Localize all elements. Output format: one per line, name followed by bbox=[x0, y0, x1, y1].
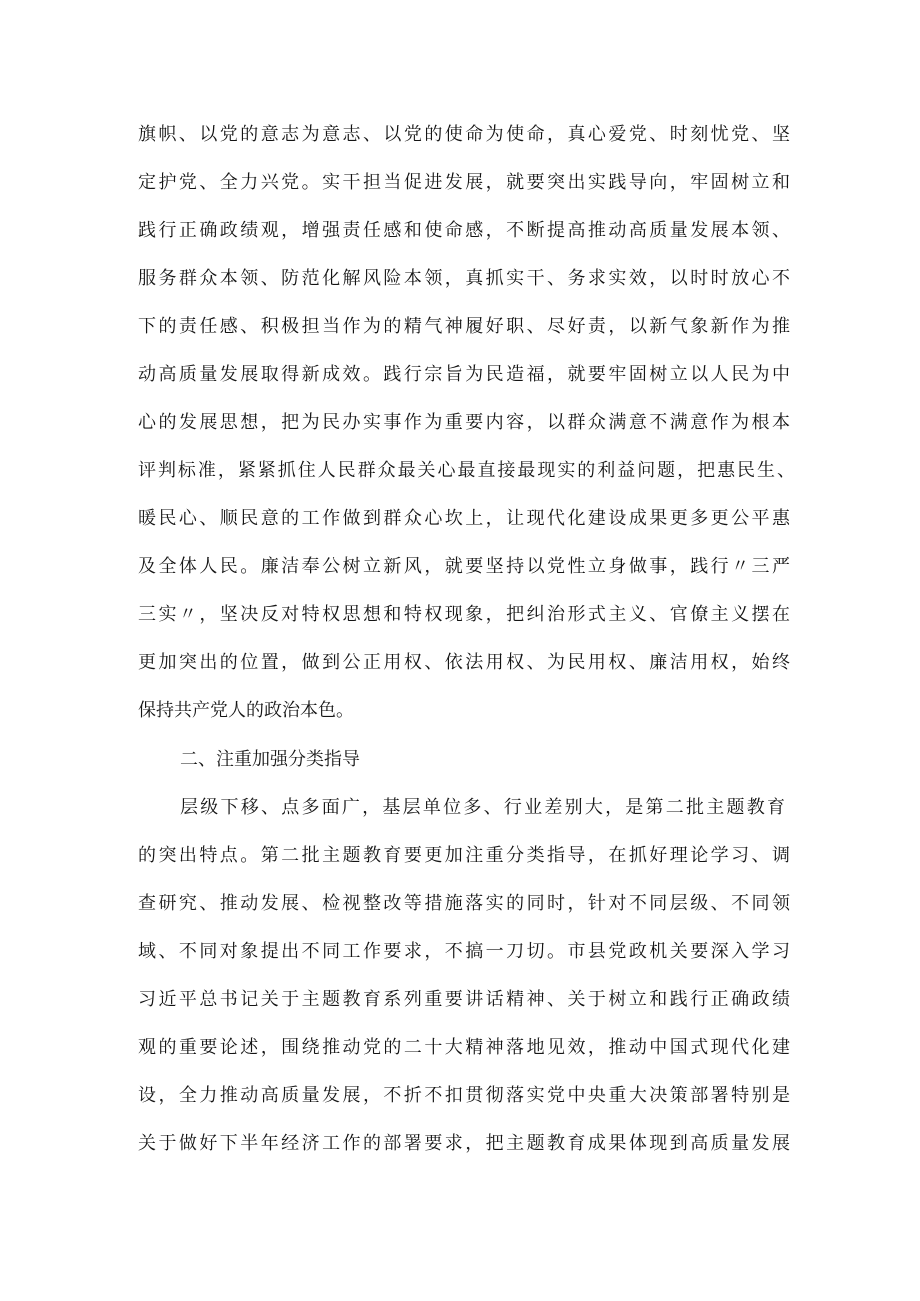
text-line: 的突出特点。第二批主题教育要更加注重分类指导，在抓好理论学习、调 bbox=[138, 845, 790, 866]
text-line: 域、不同对象提出不同工作要求，不搞一刀切。市县党政机关要深入学习 bbox=[138, 941, 790, 962]
text-line: 设，全力推动高质量发展，不折不扣贯彻落实党中央重大决策部署特别是 bbox=[138, 1085, 790, 1106]
text-line: 定护党、全力兴党。实干担当促进发展，就要突出实践导向，牢固树立和 bbox=[138, 172, 790, 193]
text-line: 评判标准，紧紧抓住人民群众最关心最直接最现实的利益问题，把惠民生、 bbox=[138, 460, 795, 481]
text-line: 动高质量发展取得新成效。践行宗旨为民造福，就要牢固树立以人民为中 bbox=[138, 364, 790, 385]
text-line: 观的重要论述，围绕推动党的二十大精神落地见效，推动中国式现代化建 bbox=[138, 1037, 790, 1058]
text-line: 践行正确政绩观，增强责任感和使命感，不断提高推动高质量发展本领、 bbox=[138, 220, 790, 241]
text-line: 旗帜、以党的意志为意志、以党的使命为使命，真心爱党、时刻忧党、坚 bbox=[138, 124, 790, 145]
text-line: 心的发展思想，把为民办实事作为重要内容，以群众满意不满意作为根本 bbox=[138, 412, 790, 433]
text-line: 暖民心、顺民意的工作做到群众心坎上，让现代化建设成果更多更公平惠 bbox=[138, 508, 790, 529]
text-line: 习近平总书记关于主题教育系列重要讲话精神、关于树立和践行正确政绩 bbox=[138, 989, 790, 1010]
text-line: 保持共产党人的政治本色。 bbox=[138, 700, 354, 721]
text-line: 层级下移、点多面广，基层单位多、行业差别大，是第二批主题教育 bbox=[180, 797, 785, 818]
text-line: 查研究、推动发展、检视整改等措施落实的同时，针对不同层级、不同领 bbox=[138, 893, 790, 914]
text-line: 服务群众本领、防范化解风险本领，真抓实干、务求实效，以时时放心不 bbox=[138, 268, 790, 289]
section-heading: 二、注重加强分类指导 bbox=[180, 749, 360, 770]
text-line: 更加突出的位置，做到公正用权、依法用权、为民用权、廉洁用权，始终 bbox=[138, 652, 790, 673]
text-line: 关于做好下半年经济工作的部署要求，把主题教育成果体现到高质量发展 bbox=[138, 1133, 790, 1154]
text-line: 下的责任感、积极担当作为的精气神履好职、尽好责，以新气象新作为推 bbox=[138, 316, 790, 337]
text-line: 三实〃，坚决反对特权思想和特权现象，把纠治形式主义、官僚主义摆在 bbox=[138, 604, 790, 625]
text-line: 及全体人民。廉洁奉公树立新风，就要坚持以党性立身做事，践行〃三严 bbox=[138, 556, 790, 577]
